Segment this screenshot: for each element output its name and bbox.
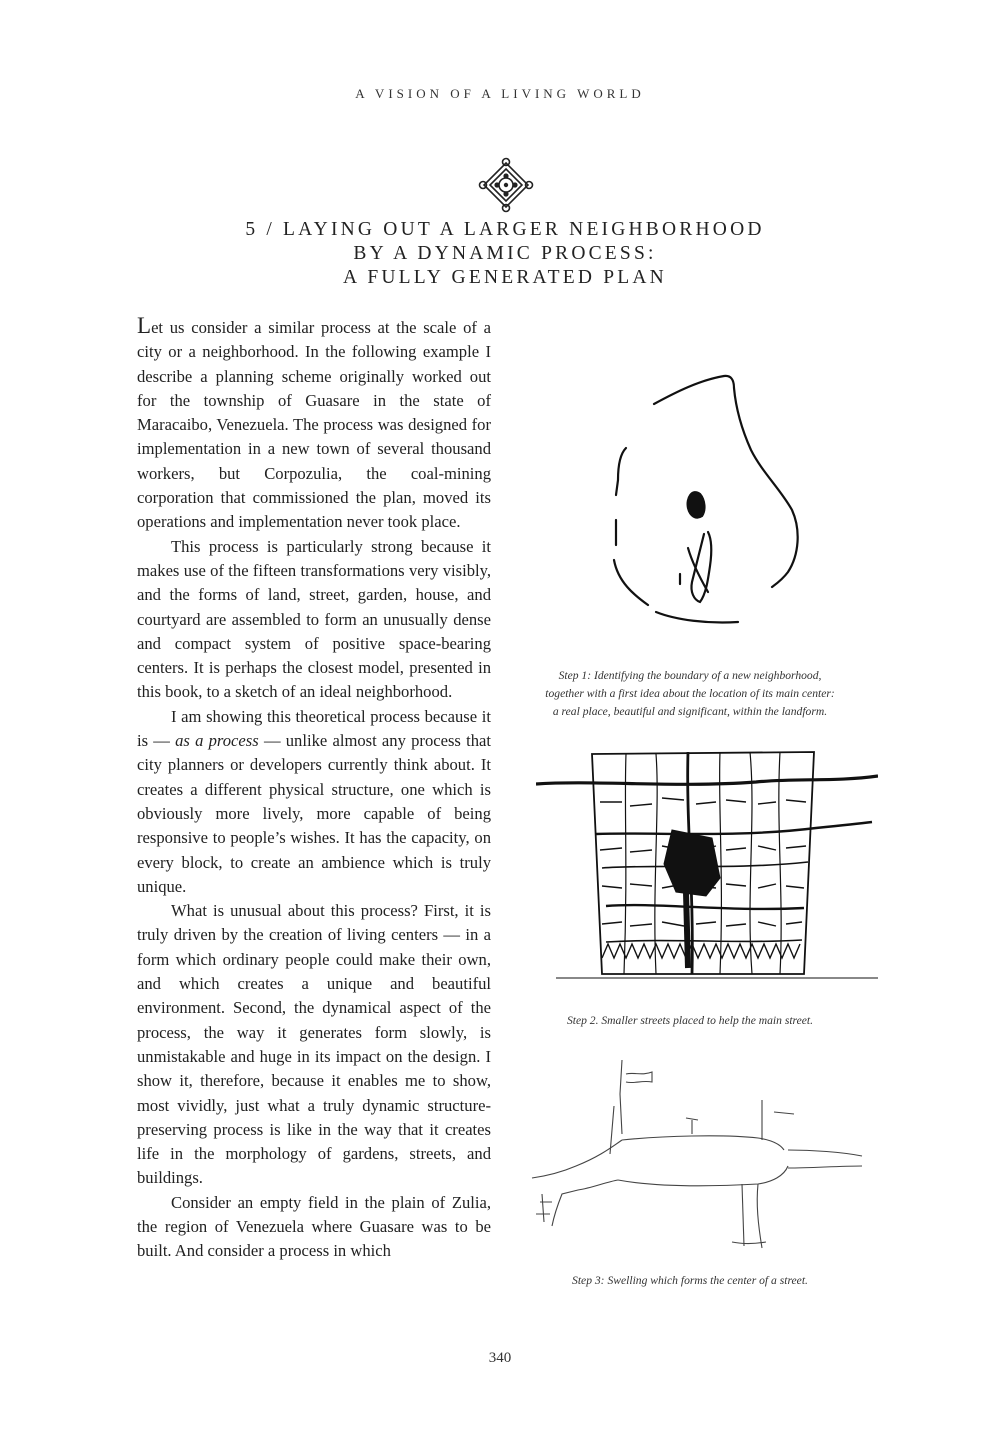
- step1-caption-line-3: a real place, beautiful and significant, within the landform.: [552, 705, 828, 718]
- step2-caption: Step 2. Smaller streets placed to help the main street.: [566, 1014, 814, 1027]
- body-text: [137, 314, 491, 1264]
- page-number: 340: [488, 1350, 512, 1366]
- paragraph-5: Consider an empty field in the plain of Zulia, the region of Venezuela where Guasare was to be built. And consider a process in which: [137, 1192, 491, 1261]
- paragraph-3-text-a: I am showing this theoretical process because it is —: [137, 706, 491, 751]
- paragraph-1-text: et us consider a similar process at the scale of a city or a neighborhood. In the following example I describe a planning scheme originally worked out for the township of Guasare in the state of Maracaibo, Venezuela. The process was designed for implementation in a new town of several thousand workers, but Corpozulia, the coal-mining corporation that commissioned the plan, moved its operations and implementation never took place.: [137, 318, 491, 532]
- paragraph-3: [137, 705, 491, 899]
- step1-caption-line-2: together with a first idea about the location of its main center:: [545, 687, 835, 700]
- chapter-title-line-3: A FULLY GENERATED PLAN: [343, 267, 667, 288]
- paragraph-2: This process is particularly strong because it makes use of the fifteen transformations very visibly, and the forms of land, street, garden, house, and courtyard are assembled to form an unusually dense and compact system of positive space-bearing centers. It is perhaps the closest model, presented in this book, to a sketch of an ideal neighborhood.: [137, 536, 491, 702]
- paragraph-4: What is unusual about this process? First, it is truly driven by the creation of living centers — in a form which ordinary people could make their own, and which creates a unique and beautiful environment. Second, the dynamical aspect of the process, the way it generates form slowly, is unmistakable and huge in its impact on the design. I show it, therefore, because it enables me to show, most vividly, just what a truly dynamic structure-preserving process is like in the way that it creates life in the morphology of gardens, streets, and buildings.: [137, 901, 491, 1188]
- step3-caption: Step 3: Swelling which forms the center of a street.: [572, 1274, 808, 1287]
- paragraph-3-emphasis: as a process: [175, 731, 259, 751]
- paragraph-3-text-b: — unlike almost any process that city planners or developers currently think about. It creates a different physical structure, one which is obviously more lively, more capable of being responsive to people’s wishes. It has the capacity, on every block, to create an ambience which is truly unique.: [137, 731, 491, 896]
- step1-caption-line-1: Step 1: Identifying the boundary of a new neighborhood,: [558, 669, 822, 682]
- chapter-title-line-2: BY A DYNAMIC PROCESS:: [353, 243, 657, 264]
- step3-sketch: [522, 1054, 870, 1254]
- step1-caption: [510, 667, 870, 721]
- paragraph-1: [137, 314, 491, 535]
- step2-sketch: [536, 746, 878, 986]
- chapter-title-line-1: 5 / LAYING OUT A LARGER NEIGHBORHOOD: [245, 219, 765, 240]
- drop-cap: L: [137, 313, 152, 338]
- step1-sketch: [596, 370, 808, 630]
- running-head: A VISION OF A LIVING WORLD: [355, 86, 645, 101]
- ornament-icon: [478, 157, 534, 213]
- chapter-title: [160, 218, 850, 290]
